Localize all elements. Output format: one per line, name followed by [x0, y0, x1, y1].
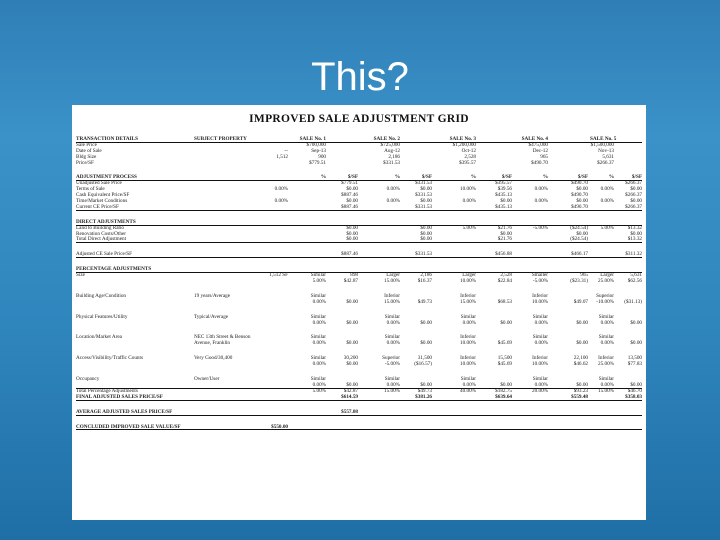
grid-cell: $0.00 [346, 361, 358, 368]
grid-cell: $266.37 [597, 159, 614, 166]
grid-cell: ($24.54) [570, 236, 588, 243]
grid-cell: $1,500,000 [590, 141, 614, 148]
grid-cell: Total Percentage Adjustments [76, 387, 138, 394]
grid-cell: $1,200,000 [452, 141, 476, 148]
grid-cell: NEC 13th Street & Benson [194, 334, 251, 341]
grid-cell: 5.00% [312, 387, 326, 394]
grid-cell: $0.00 [576, 381, 588, 388]
grid-cell: $331.53 [415, 251, 432, 258]
grid-row [76, 347, 642, 356]
grid-cell: $0.00 [576, 230, 588, 237]
grid-cell: 0.00% [386, 319, 400, 326]
grid-cell: $0.00 [630, 198, 642, 205]
grid-cell: -5.00% [532, 224, 548, 231]
grid-cell: 0.00% [600, 340, 614, 347]
grid-cell: $887.46 [341, 251, 358, 258]
grid-cell: 20.00% [532, 387, 548, 394]
grid-cell: Similar [384, 313, 400, 320]
grid-cell: Inferior [598, 355, 614, 362]
grid-cell: Inferior [532, 355, 548, 362]
grid-cell: $331.53 [415, 180, 432, 187]
grid-cell: 5,631 [630, 272, 642, 279]
grid-cell: 0.00% [534, 340, 548, 347]
grid-cell: Similar [310, 272, 326, 279]
grid-cell: 13,500 [627, 355, 642, 362]
grid-cell: 2,528 [500, 272, 512, 279]
grid-cell: $/SF [421, 174, 432, 181]
grid-cell: $381.26 [415, 393, 432, 400]
grid-cell: 0.00% [600, 198, 614, 205]
grid-cell: Very Good/30,400 [194, 355, 233, 362]
grid-cell: 5.00% [312, 278, 326, 285]
grid-cell: Physical Features/Utility [76, 313, 128, 320]
grid-cell: $779.51 [341, 180, 358, 187]
grid-cell: $45.69 [497, 361, 512, 368]
grid-cell: $0.00 [576, 186, 588, 193]
grid-cell: 2,186 [420, 272, 432, 279]
grid-cell: $887.46 [341, 192, 358, 199]
grid-cell: $395.57 [495, 180, 512, 187]
grid-cell: 5.00% [462, 224, 476, 231]
grid-cell: Oct-12 [461, 147, 476, 154]
grid-cell: $0.00 [630, 186, 642, 193]
grid-cell: $0.00 [420, 340, 432, 347]
grid-cell: Current CE Price/SF [76, 203, 119, 210]
grid-cell: $0.00 [500, 230, 512, 237]
grid-cell: $490.70 [531, 159, 548, 166]
grid-cell: 0.00% [312, 319, 326, 326]
grid-cell: $0.00 [420, 224, 432, 231]
grid-cell: 0.00% [274, 186, 288, 193]
grid-cell: $39.56 [497, 186, 512, 193]
grid-row [76, 258, 642, 267]
grid-cell: $77.83 [627, 361, 642, 368]
grid-cell: Larger [600, 272, 614, 279]
grid-cell: $725,000 [380, 141, 400, 148]
grid-cell: $42.87 [343, 387, 358, 394]
grid-cell: Larger [462, 272, 476, 279]
grid-cell: 10.00% [532, 298, 548, 305]
grid-cell: Similar [532, 334, 548, 341]
grid-cell: Sale Price [76, 141, 97, 148]
grid-cell: $559.48 [571, 393, 588, 400]
grid-cell: ($24.54) [570, 224, 588, 231]
grid-cell: 0.00% [312, 298, 326, 305]
grid-cell: 0.00% [312, 361, 326, 368]
grid-cell: $490.70 [571, 192, 588, 199]
grid-cell: SALE No. 5 [590, 136, 617, 142]
grid-cell: $0.00 [500, 198, 512, 205]
slide-title: This? [311, 55, 409, 99]
grid-row [76, 211, 642, 220]
grid-cell: $0.00 [420, 230, 432, 237]
grid-cell: 2,528 [464, 153, 476, 160]
grid-cell: $358.03 [625, 393, 642, 400]
grid-row [76, 243, 642, 252]
grid-cell: Similar [532, 376, 548, 383]
grid-cell: $456.88 [495, 251, 512, 258]
grid-cell: Smaller [531, 272, 548, 279]
grid-row [76, 326, 642, 335]
grid-cell: Similar [384, 334, 400, 341]
grid-cell: SUBJECT PROPERTY [194, 136, 247, 142]
grid-cell: 0.00% [534, 198, 548, 205]
grid-cell: Date of Sale [76, 147, 102, 154]
grid-cell: 0.00% [534, 319, 548, 326]
grid-cell: Time/Market Conditions [76, 198, 128, 205]
grid-cell: Similar [310, 313, 326, 320]
grid-cell: $0.00 [346, 340, 358, 347]
grid-cell: $0.00 [630, 319, 642, 326]
grid-cell: $0.00 [346, 236, 358, 243]
grid-cell: Larger [386, 272, 400, 279]
grid-cell: Size [76, 272, 85, 279]
grid-cell: Building Age/Condition [76, 292, 127, 299]
grid-cell: 5.00% [600, 224, 614, 231]
grid-cell: -5.00% [384, 361, 400, 368]
grid-cell: $0.00 [500, 381, 512, 388]
grid-cell: $614.59 [341, 393, 358, 400]
grid-cell: 25.00% [598, 361, 614, 368]
grid-cell: Inferior [532, 292, 548, 299]
grid-cell: $93.23 [573, 387, 588, 394]
grid-cell: SALE No. 1 [299, 136, 326, 142]
grid-cell: Terms of Sale [76, 186, 105, 193]
grid-cell: Cash Equivalent Price/SF [76, 192, 130, 199]
grid-cell: Bldg Size [76, 153, 97, 160]
grid-cell: 10.00% [460, 186, 476, 193]
grid-cell: $0.00 [420, 198, 432, 205]
grid-cell: $0.00 [576, 198, 588, 205]
grid-cell: 25.00% [598, 278, 614, 285]
grid-cell: -5.00% [532, 278, 548, 285]
grid-cell: $490.70 [571, 203, 588, 210]
grid-cell: SALE No. 4 [521, 136, 548, 142]
grid-cell: $0.00 [630, 230, 642, 237]
grid-cell: ($31.13) [624, 298, 642, 305]
grid-row [76, 306, 642, 315]
grid-cell: 15.00% [384, 278, 400, 285]
grid-cell: 15,500 [497, 355, 512, 362]
grid-cell: $331.53 [415, 203, 432, 210]
grid-cell: Access/Visibility/Traffic Counts [76, 355, 143, 362]
grid-cell: Similar [532, 313, 548, 320]
grid-cell: Similar [310, 376, 326, 383]
grid-cell: $/SF [577, 174, 588, 181]
grid-cell: $779.51 [309, 159, 326, 166]
grid-cell: 2,186 [388, 153, 400, 160]
grid-cell: Similar [598, 334, 614, 341]
grid-cell: $700,000 [306, 141, 326, 148]
grid-cell: Similar [598, 313, 614, 320]
grid-cell: $887.46 [341, 203, 358, 210]
grid-cell: 10.00% [460, 361, 476, 368]
grid-cell: $45.69 [497, 340, 512, 347]
grid-cell: $557.08 [341, 408, 358, 415]
grid-cell: Occupancy [76, 376, 100, 383]
grid-cell: $475,000 [528, 141, 548, 148]
grid-cell: 900 [318, 153, 326, 160]
grid-cell: -- [284, 147, 288, 154]
grid-cell: $0.00 [346, 198, 358, 205]
grid-cell: 1,512 SF [269, 272, 288, 279]
grid-cell: Aug-12 [384, 147, 400, 154]
grid-cell: $266.37 [625, 192, 642, 199]
grid-cell: 0.00% [462, 381, 476, 388]
grid-cell: $16.37 [417, 278, 432, 285]
grid-cell: Similar [310, 334, 326, 341]
grid-cell: 10.00% [532, 361, 548, 368]
grid-cell: Land to Building Ratio [76, 224, 124, 231]
grid-cell: $0.00 [420, 186, 432, 193]
grid-cell: 0.00% [386, 186, 400, 193]
grid-cell: CONCLUDED IMPROVED SALE VALUE/SF [76, 423, 181, 430]
grid-cell: 0.00% [534, 381, 548, 388]
grid-cell: $21.76 [497, 224, 512, 231]
grid-cell: 22,100 [573, 355, 588, 362]
grid-cell: 10.00% [460, 340, 476, 347]
grid-cell: 5,631 [602, 153, 614, 160]
grid-cell: $266.37 [625, 203, 642, 210]
grid-title: IMPROVED SALE ADJUSTMENT GRID [249, 113, 469, 125]
grid-cell: DIRECT ADJUSTMENTS [76, 218, 136, 225]
grid-cell: $331.53 [415, 192, 432, 199]
grid-cell: 15.00% [460, 298, 476, 305]
grid-cell: Similar [460, 376, 476, 383]
grid-cell: Superior [382, 355, 400, 362]
grid-cell: 40.00% [460, 387, 476, 394]
grid-cell: $0.00 [346, 319, 358, 326]
grid-cell: $0.00 [346, 186, 358, 193]
grid-cell: 10.00% [460, 278, 476, 285]
grid-cell: $0.00 [420, 381, 432, 388]
grid-cell: % [542, 174, 548, 181]
grid-cell: Unadjusted Sale Price [76, 180, 122, 187]
grid-cell: $0.00 [576, 340, 588, 347]
grid-cell: 0.00% [600, 381, 614, 388]
grid-row [76, 368, 642, 377]
grid-cell: Inferior [460, 355, 476, 362]
grid-cell: $395.57 [459, 159, 476, 166]
grid-cell: 898 [350, 272, 358, 279]
grid-cell: Dec-12 [532, 147, 548, 154]
grid-cell: Similar [310, 292, 326, 299]
grid-cell: $/SF [347, 174, 358, 181]
grid-cell: 1,512 [276, 153, 288, 160]
grid-cell: $0.00 [346, 381, 358, 388]
grid-cell: PERCENTAGE ADJUSTMENTS [76, 266, 152, 273]
grid-cell: 965 [580, 272, 588, 279]
grid-cell: $/SF [631, 174, 642, 181]
grid-cell: 30,200 [343, 355, 358, 362]
grid-cell: $46.70 [627, 387, 642, 394]
grid-cell: 0.00% [600, 319, 614, 326]
grid-cell: 0.00% [462, 198, 476, 205]
grid-cell: $/SF [501, 174, 512, 181]
grid-row [76, 425, 642, 431]
adjustment-grid-table [76, 137, 642, 430]
grid-cell: $0.00 [576, 319, 588, 326]
grid-cell: $62.56 [627, 278, 642, 285]
grid-cell: 0.00% [274, 198, 288, 205]
grid-cell: $550.00 [271, 423, 288, 430]
grid-cell: Inferior [460, 292, 476, 299]
grid-cell: Adjusted CE Sale Price/SF [76, 251, 133, 258]
grid-cell: $466.17 [571, 251, 588, 258]
grid-cell: $21.76 [497, 236, 512, 243]
grid-cell: $0.00 [346, 224, 358, 231]
grid-cell: 0.00% [462, 319, 476, 326]
grid-cell: $46.62 [573, 361, 588, 368]
grid-cell: Price/SF [76, 159, 94, 166]
grid-cell: $0.00 [500, 319, 512, 326]
grid-cell: $42.87 [343, 278, 358, 285]
grid-cell: Similar [384, 376, 400, 383]
adjustment-grid-image [72, 105, 646, 520]
grid-cell: ($23.31) [570, 278, 588, 285]
grid-cell: $490.70 [571, 180, 588, 187]
grid-cell: 0.00% [534, 186, 548, 193]
grid-cell: $0.00 [346, 298, 358, 305]
grid-cell: Similar [310, 355, 326, 362]
grid-cell: Similar [460, 313, 476, 320]
grid-cell: $0.00 [420, 319, 432, 326]
grid-cell: $435.13 [495, 203, 512, 210]
grid-row [76, 166, 642, 175]
grid-cell: 0.00% [600, 186, 614, 193]
grid-cell: $22.84 [497, 278, 512, 285]
grid-cell: $311.32 [625, 251, 642, 258]
grid-cell: Typical/Average [194, 313, 229, 320]
grid-cell: ADJUSTMENT PROCESS [76, 174, 137, 181]
grid-cell: $49.07 [573, 298, 588, 305]
grid-cell: 15.00% [384, 387, 400, 394]
grid-cell: $0.00 [630, 340, 642, 347]
grid-cell: 0.00% [386, 381, 400, 388]
grid-cell: TRANSACTION DETAILS [76, 136, 139, 142]
grid-cell: SALE No. 2 [373, 136, 400, 142]
grid-cell: 0.00% [312, 381, 326, 388]
grid-cell: $266.37 [625, 180, 642, 187]
grid-cell: % [608, 174, 614, 181]
grid-cell: % [470, 174, 476, 181]
grid-cell: Inferior [384, 292, 400, 299]
grid-cell: $49.73 [417, 298, 432, 305]
grid-cell: SALE No. 3 [449, 136, 476, 142]
grid-cell: $0.00 [630, 381, 642, 388]
grid-cell: Location/Market Area [76, 334, 122, 341]
grid-cell: Avenue, Franklin [194, 340, 230, 347]
grid-cell: 0.00% [386, 198, 400, 205]
grid-cell: ($16.57) [414, 361, 432, 368]
grid-cell: $0.00 [420, 236, 432, 243]
grid-cell: Renovation Costs/Other [76, 230, 126, 237]
grid-cell: 15.00% [598, 387, 614, 394]
grid-cell: $13.32 [627, 224, 642, 231]
grid-cell: 0.00% [312, 340, 326, 347]
grid-cell: Total Direct Adjustment [76, 236, 127, 243]
grid-cell: -10.00% [596, 298, 614, 305]
grid-cell: Similar [598, 376, 614, 383]
grid-cell: AVERAGE ADJUSTED SALES PRICE/SF [76, 408, 173, 415]
grid-cell: Inferior [460, 334, 476, 341]
grid-cell: $0.00 [346, 230, 358, 237]
grid-cell: % [394, 174, 400, 181]
grid-row [76, 285, 642, 294]
grid-cell: $639.64 [495, 393, 512, 400]
grid-cell: 31,500 [417, 355, 432, 362]
grid-cell: $68.53 [497, 298, 512, 305]
grid-cell: 19 years/Average [194, 292, 231, 299]
grid-cell: Superior [596, 292, 614, 299]
grid-cell: 15.00% [384, 298, 400, 305]
grid-cell: Sep-13 [311, 147, 326, 154]
grid-cell: $49.73 [417, 387, 432, 394]
grid-cell: Nov-13 [598, 147, 614, 154]
grid-cell: Owner/User [194, 376, 220, 383]
grid-cell: $331.53 [383, 159, 400, 166]
grid-cell: $435.13 [495, 192, 512, 199]
grid-cell: $182.75 [495, 387, 512, 394]
grid-cell: % [320, 174, 326, 181]
grid-cell: $13.32 [627, 236, 642, 243]
grid-cell: 965 [540, 153, 548, 160]
grid-cell: 0.00% [386, 340, 400, 347]
grid-cell: FINAL ADJUSTED SALES PRICE/SF [76, 393, 163, 400]
